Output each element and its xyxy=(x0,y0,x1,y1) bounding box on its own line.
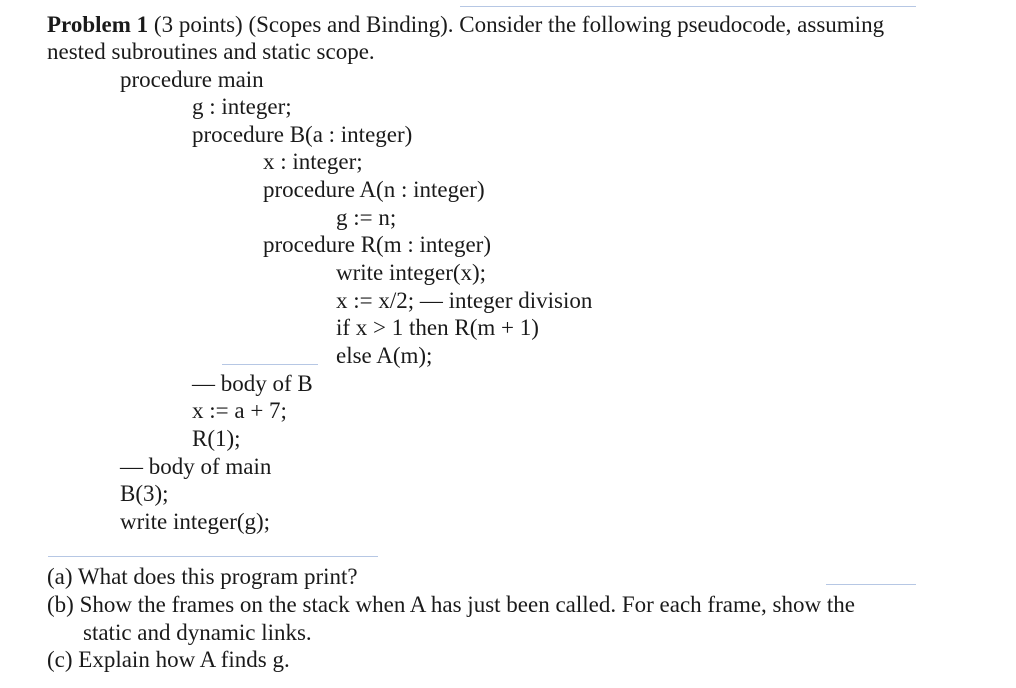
code-line: procedure main xyxy=(120,67,264,92)
code-line: procedure B(a : integer) xyxy=(192,122,413,147)
problem-intro-line2: nested subroutines and static scope. xyxy=(47,39,375,64)
code-line: procedure A(n : integer) xyxy=(263,177,485,202)
code-line: g : integer; xyxy=(192,94,292,119)
code-line: x := a + 7; xyxy=(192,398,287,423)
problem-heading: Problem 1 xyxy=(47,12,149,37)
code-line: write integer(g); xyxy=(120,509,271,534)
code-line: else A(m); xyxy=(336,343,433,368)
question-c: (c) Explain how A finds g. xyxy=(47,647,290,672)
code-line: x := x/2; — integer division xyxy=(336,288,593,313)
code-line: procedure R(m : integer) xyxy=(263,232,491,257)
problem-intro xyxy=(47,11,884,38)
question-a: (a) What does this program print? xyxy=(47,564,358,589)
code-line: g := n; xyxy=(336,205,397,230)
code-line: if x > 1 then R(m + 1) xyxy=(336,315,539,340)
top-rule xyxy=(460,6,916,7)
problem-intro-text: (3 points) (Scopes and Binding). Consider the following pseudocode, assuming xyxy=(148,12,885,37)
question-b-line2: static and dynamic links. xyxy=(83,620,312,645)
question-b-line1: (b) Show the frames on the stack when A has just been called. For each frame, show the xyxy=(47,592,855,617)
questions-rule-left xyxy=(48,556,378,557)
code-line: B(3); xyxy=(120,481,169,506)
questions-rule-right xyxy=(826,584,916,585)
code-line: x : integer; xyxy=(263,149,363,174)
code-rule xyxy=(222,364,318,365)
code-line: write integer(x); xyxy=(336,260,487,285)
code-line: R(1); xyxy=(192,426,241,451)
code-line: — body of main xyxy=(120,454,272,479)
code-line: — body of B xyxy=(192,371,313,396)
